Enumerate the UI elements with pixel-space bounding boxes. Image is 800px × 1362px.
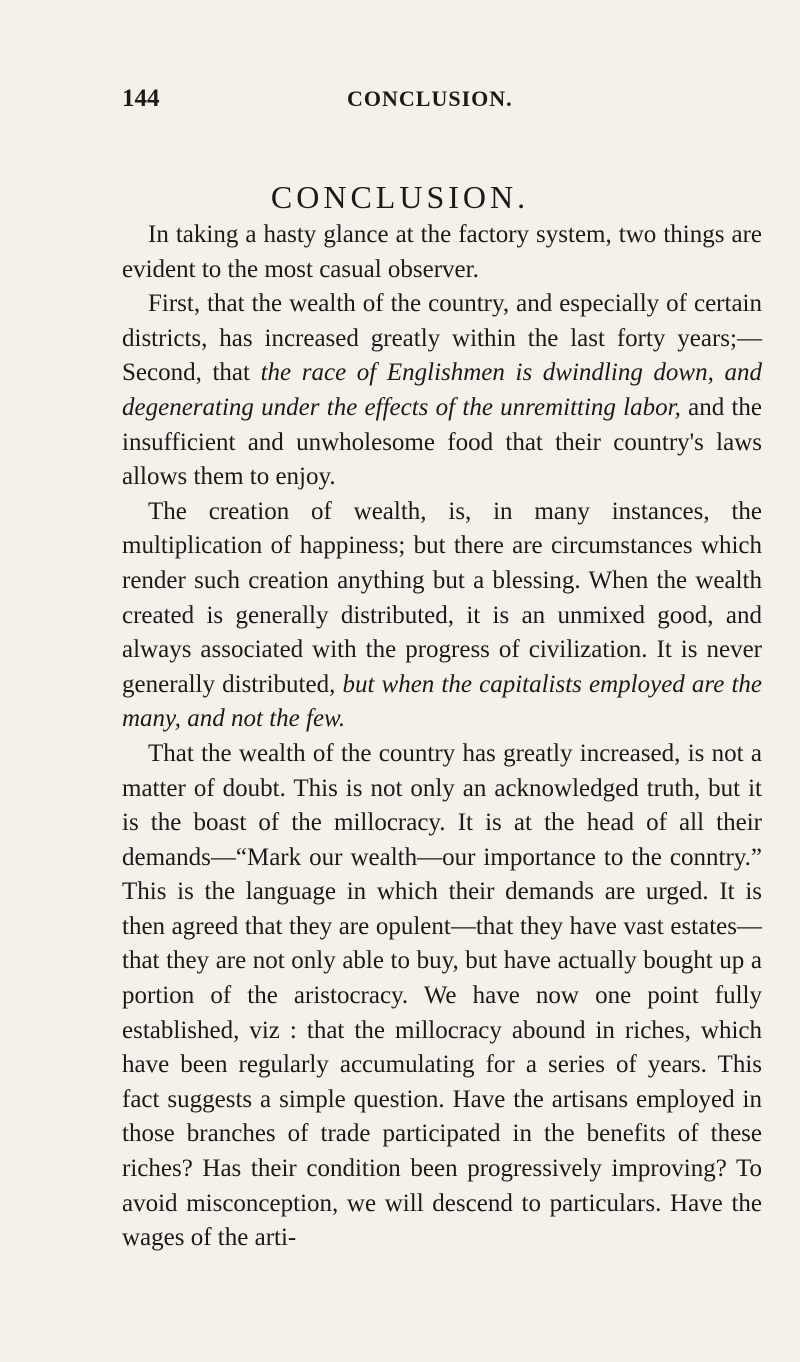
body-text: [122, 218, 762, 1256]
paragraph-3-text-a: The creation of wealth, is, in many instances, the multiplication of happiness; but there are circumstances which render such creation anything but a blessing. When the wealth created is generally distributed, it is an unmixed good, and always associated with the progress of civilization. It is never generally distributed,: [122, 497, 762, 698]
page-number: 144: [122, 85, 160, 112]
paragraph-2-italic: the race of Englishmen is dwindling down, and degenerating under the effects of the unremitting labor,: [122, 359, 762, 421]
paragraph-2-text-a: First, that the wealth of the country, and especially of certain districts, has increased greatly within the last forty years;—Second, that: [122, 290, 762, 387]
paragraph-4: That the wealth of the country has greatly increased, is not a matter of doubt. This is not only an acknowledged truth, but it is the boast of the millocracy. It is at the head of all their demands—“Mark our wealth—our importance to the conntry.” This is the language in which their demands are urged. It is then agreed that they are opulent—that they have vast estates—that they are not only able to buy, but have actually bought up a portion of the aristocracy. We have now one point fully established, viz : that the millocracy abound in riches, which have been regularly accumulating for a series of years. This fact suggests a simple question. Have the artisans employed in those branches of trade participated in the benefits of these riches? Has their condition been progressively improving? To avoid misconception, we will descend to particulars. Have the wages of the arti-: [122, 739, 762, 1252]
running-head: [122, 84, 762, 114]
paragraph-2: [122, 287, 762, 495]
paragraph-1: In taking a hasty glance at the factory system, two things are evident to the most casual observer.: [122, 221, 762, 283]
chapter-title: CONCLUSION.: [270, 179, 530, 215]
paragraph-2-text-c: and the insufficient and unwholesome food that their country's laws allows them to enjoy.: [122, 393, 763, 491]
paragraph-3: [122, 495, 762, 737]
paragraph-3-italic: but when the capitalists employed are the many, and not the few.: [122, 670, 762, 733]
running-title: CONCLUSION.: [347, 86, 513, 111]
